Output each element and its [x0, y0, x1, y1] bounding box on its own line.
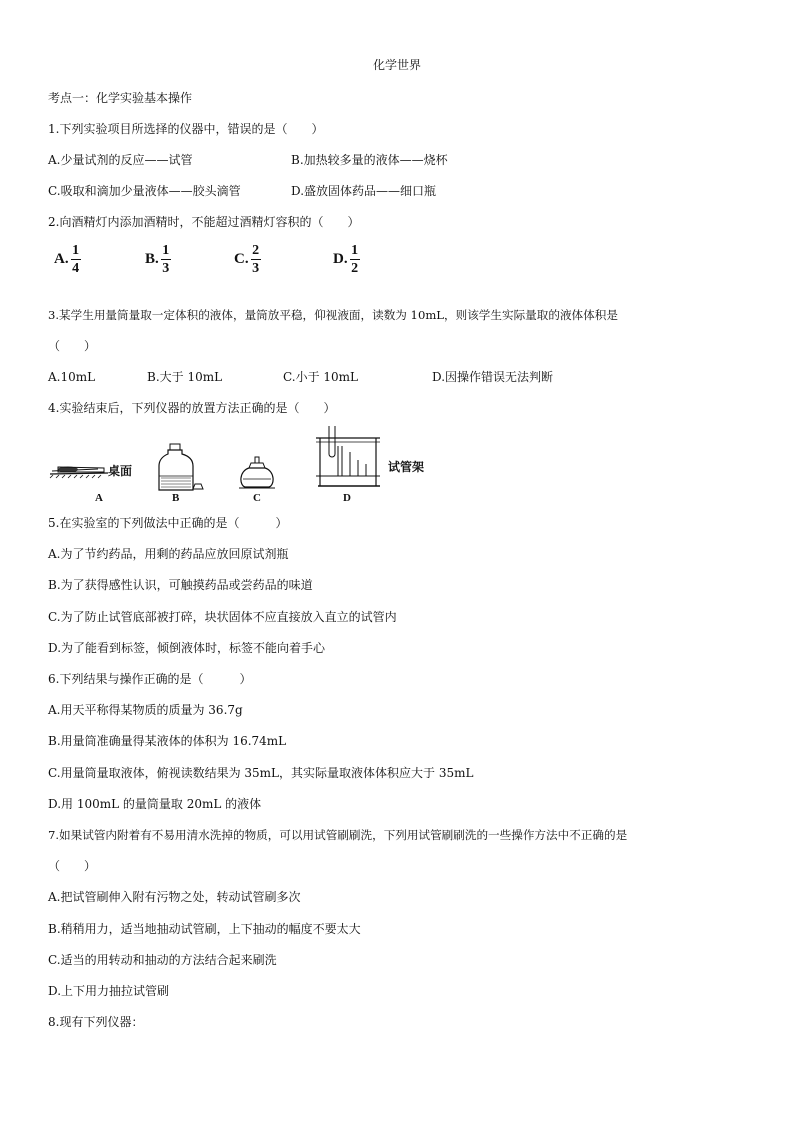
q2-option-c	[234, 243, 261, 276]
page-title: 化学世界	[372, 58, 421, 72]
q1-option-d: D.盛放固体药品——细口瓶	[291, 184, 437, 198]
test-tube-rack-figure	[310, 424, 384, 490]
desk-label: 桌面	[108, 464, 133, 478]
q7-option-c: C.适当的用转动和抽动的方法结合起来刷洗	[48, 953, 277, 967]
alcohol-lamp-figure	[237, 455, 277, 491]
numerator: 2	[252, 243, 260, 258]
denominator: 4	[72, 261, 80, 276]
q3-option-b: B.大于 10mL	[147, 370, 223, 384]
q6-option-a: A.用天平称得某物质的质量为 36.7g	[48, 703, 243, 717]
q7-option-b: B.稍稍用力，适当地抽动试管刷，上下抽动的幅度不要太大	[48, 922, 361, 936]
q1-option-a: A.少量试剂的反应——试管	[48, 153, 193, 167]
q6-stem: 6.下列结果与操作正确的是（ ）	[48, 672, 252, 686]
q1-option-c: C.吸取和滴加少量液体——胶头滴管	[48, 184, 241, 198]
q5-option-b: B.为了获得感性认识，可触摸药品或尝药品的味道	[48, 578, 313, 592]
q7-stem: 7.如果试管内附着有不易用清水洗掉的物质，可以用试管刷刷洗，下列用试管刷刷洗的一些操作方法中不正确的是	[48, 828, 628, 842]
q3-option-d: D.因操作错误无法判断	[432, 370, 554, 384]
q6-option-b: B.用量筒准确量得某液体的体积为 16.74mL	[48, 734, 287, 748]
figure-label-a: A	[95, 492, 103, 504]
option-letter: C.	[234, 251, 249, 267]
q5-option-c: C.为了防止试管底部被打碎，块状固体不应直接放入直立的试管内	[48, 610, 397, 624]
q3-stem-continued: （ ）	[48, 339, 97, 353]
q6-option-c: C.用量筒量取液体，俯视读数结果为 35mL，其实际量取液体体积应大于 35mL	[48, 766, 474, 780]
figure-label-c: C	[253, 492, 261, 504]
q7-option-a: A.把试管刷伸入附有污物之处，转动试管刷多次	[48, 890, 301, 904]
numerator: 1	[162, 243, 170, 258]
q7-option-d: D.上下用力抽拉试管刷	[48, 984, 170, 998]
figure-label-b: B	[172, 492, 180, 504]
q1-option-b: B.加热较多量的液体——烧杯	[291, 153, 448, 167]
fraction	[161, 243, 171, 276]
option-letter: A.	[54, 251, 69, 267]
q3-option-c: C.小于 10mL	[283, 370, 359, 384]
reagent-bottle-figure	[155, 442, 205, 492]
fraction	[350, 243, 360, 276]
denominator: 2	[351, 261, 359, 276]
q1-stem: 1.下列实验项目所选择的仪器中，错误的是（ ）	[48, 122, 324, 136]
q2-option-a	[54, 243, 81, 276]
q4-stem: 4.实验结束后，下列仪器的放置方法正确的是（ ）	[48, 401, 336, 415]
fraction	[71, 243, 81, 276]
q5-option-d: D.为了能看到标签，倾倒液体时，标签不能向着手心	[48, 641, 326, 655]
denominator: 3	[252, 261, 260, 276]
q5-option-a: A.为了节约药品，用剩的药品应放回原试剂瓶	[48, 547, 289, 561]
q3-stem: 3.某学生用量筒量取一定体积的液体，量筒放平稳，仰视液面，读数为 10mL，则该学生实际量取的液体体积是	[48, 308, 618, 322]
q5-stem: 5.在实验室的下列做法中正确的是（ ）	[48, 516, 288, 530]
q2-stem: 2.向酒精灯内添加酒精时，不能超过酒精灯容积的（ ）	[48, 215, 360, 229]
section-heading: 考点一：化学实验基本操作	[48, 91, 193, 105]
test-tube-rack-label: 试管架	[388, 460, 425, 474]
q3-option-a: A.10mL	[48, 370, 96, 384]
option-letter: D.	[333, 251, 348, 267]
q6-option-d: D.用 100mL 的量筒量取 20mL 的液体	[48, 797, 262, 811]
option-letter: B.	[145, 251, 159, 267]
q2-option-d	[333, 243, 360, 276]
test-tube-on-desk-figure	[48, 458, 110, 480]
fraction	[251, 243, 261, 276]
figure-label-d: D	[343, 492, 351, 504]
q7-stem-continued: （ ）	[48, 859, 97, 873]
q2-option-b	[145, 243, 171, 276]
numerator: 1	[72, 243, 80, 258]
numerator: 1	[351, 243, 359, 258]
denominator: 3	[162, 261, 170, 276]
q8-stem: 8.现有下列仪器：	[48, 1015, 144, 1029]
